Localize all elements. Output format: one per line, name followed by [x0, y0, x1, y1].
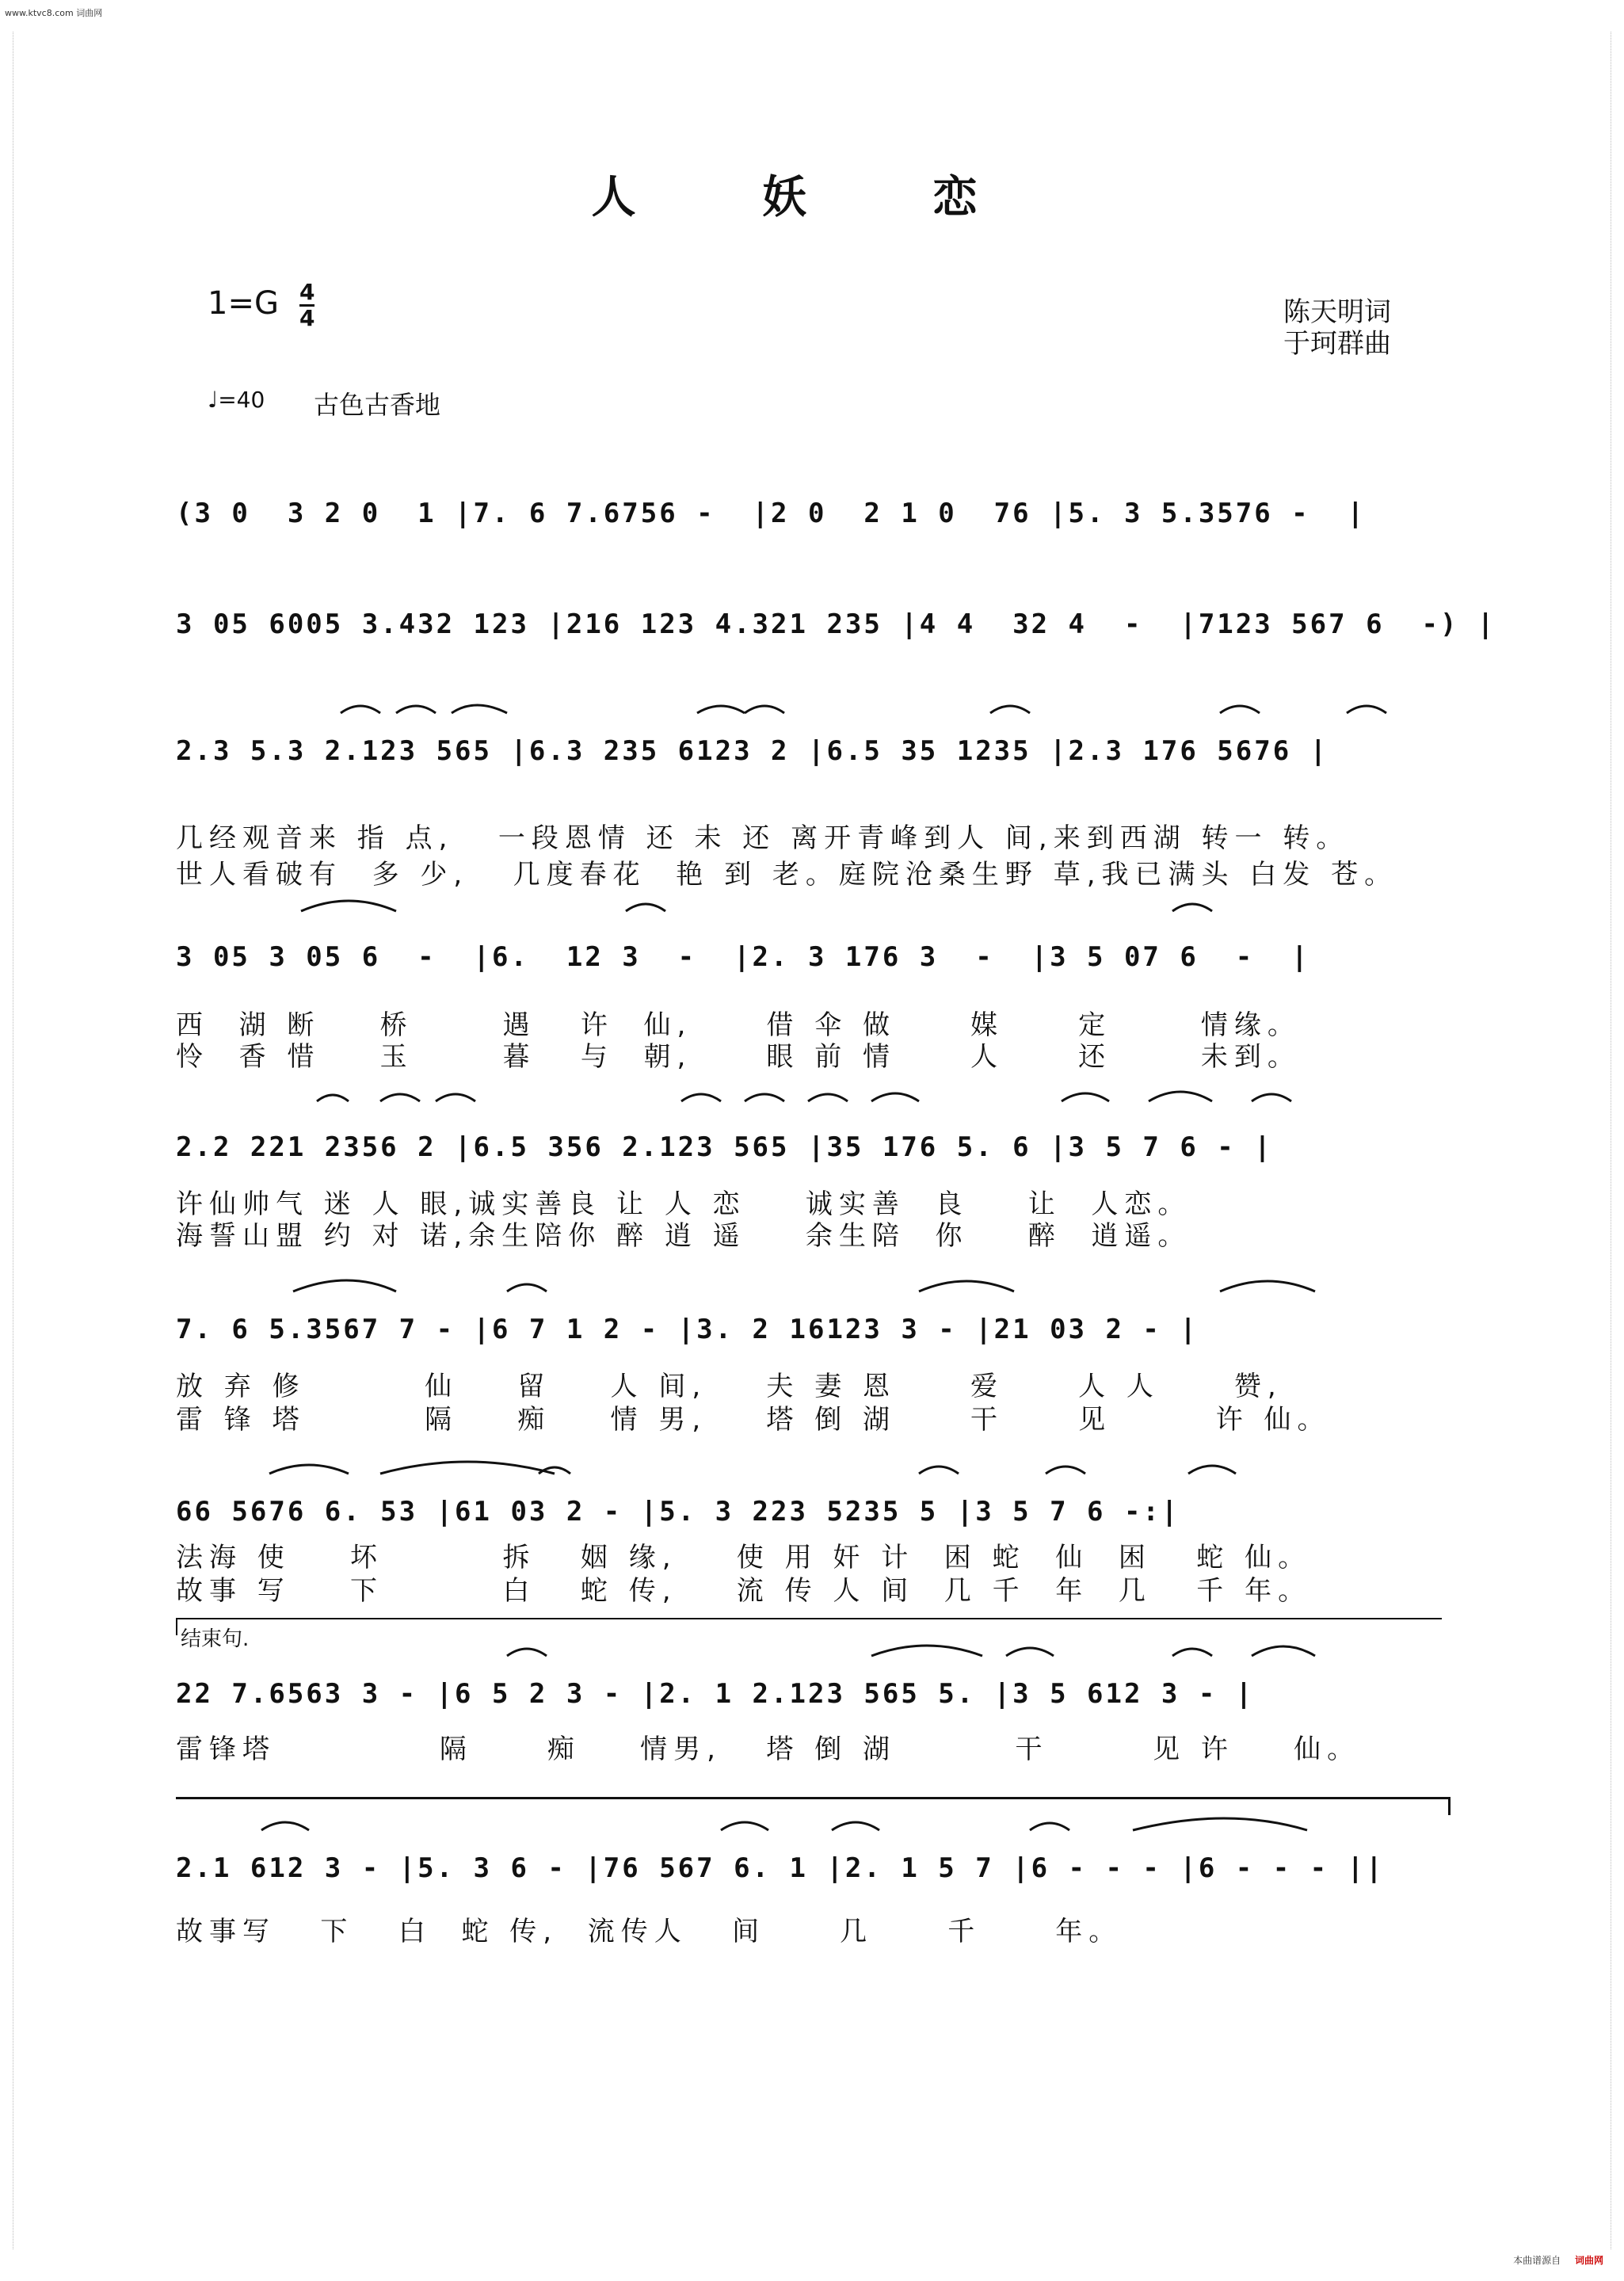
lyricist: 陈天明词 — [1283, 296, 1391, 328]
expression-marking: 古色古香地 — [314, 390, 441, 420]
notation-line: 7. 6 5.3567 7 - |6 7 1 2 - |3. 2 16123 3 - |21 03 2 - | — [176, 1314, 1199, 1345]
footer — [1513, 2253, 1603, 2267]
time-signature-top: 4 — [299, 279, 315, 305]
lyric-line: 西 湖 断 桥 遇 许 仙, 借 伞 做 媒 定 情缘。 — [176, 1009, 1301, 1041]
notation-line: 2.3 5.3 2.123 565 |6.3 235 6123 2 |6.5 35 1235 |2.3 176 5676 | — [176, 735, 1329, 767]
song-title: 人 妖 恋 — [591, 171, 1033, 223]
notation-line: 3 05 6005 3.432 123 |216 123 4.321 235 |4 4 32 4 - |7123 567 6 -) | — [176, 608, 1496, 640]
composer: 于珂群曲 — [1283, 328, 1391, 360]
tempo-marking: ♩=40 — [208, 387, 265, 413]
notation-line: 2.2 221 2356 2 |6.5 356 2.123 565 |35 176 5. 6 |3 5 7 6 - | — [176, 1131, 1273, 1163]
footer-source: 本曲谱源自 — [1513, 2255, 1561, 2266]
lyric-line: 怜 香 惜 玉 暮 与 朝, 眼 前 情 人 还 未到。 — [176, 1041, 1301, 1073]
lyric-line: 故事 写 下 白 蛇 传, 流 传 人 间 几 千 年 几 千 年。 — [176, 1575, 1312, 1607]
notation-line: 22 7.6563 3 - |6 5 2 3 - |2. 1 2.123 565 5. |3 5 612 3 - | — [176, 1678, 1255, 1710]
lyric-line: 几经观音来 指 点, 一段恩情 还 未 还 离开青峰到人 间,来到西湖 转一 转。 — [176, 822, 1350, 854]
notation-line: 3 05 3 05 6 - |6. 12 3 - |2. 3 176 3 - |3 5 07 6 - | — [176, 941, 1310, 973]
footer-logo[interactable]: 词曲网 — [1574, 2255, 1603, 2266]
time-signature-bottom: 4 — [299, 305, 315, 331]
notation-line: 2.1 612 3 - |5. 3 6 - |76 567 6. 1 |2. 1 5 7 |6 - - - |6 - - - || — [176, 1852, 1385, 1884]
notation-line: 66 5676 6. 53 |61 03 2 - |5. 3 223 5235 5 |3 5 7 6 -:| — [176, 1496, 1180, 1528]
ending-label: 结束句. — [181, 1627, 250, 1651]
lyric-line: 故事写 下 白 蛇 传, 流传人 间 几 千 年。 — [176, 1916, 1123, 1947]
lyric-line: 雷锋塔 隔 痴 情男, 塔 倒 湖 干 见 许 仙。 — [176, 1734, 1361, 1765]
key-signature: 1=G — [208, 285, 279, 322]
lyric-line: 雷 锋 塔 隔 痴 情 男, 塔 倒 湖 干 见 许 仙。 — [176, 1404, 1331, 1436]
lyric-line: 法海 使 坏 拆 姻 缘, 使 用 奸 计 困 蛇 仙 困 蛇 仙。 — [176, 1542, 1312, 1573]
lyric-line: 放 弃 修 仙 留 人 间, 夫 妻 恩 爱 人 人 赞, — [176, 1371, 1283, 1402]
header-url: www.ktvc8.com 词曲网 — [5, 8, 103, 18]
lyric-line: 世人看破有 多 少, 几度春花 艳 到 老。庭院沧桑生野 草,我已满头 白发 苍。 — [176, 859, 1398, 891]
notation-line: (3 0 3 2 0 1 |7. 6 7.6756 - |2 0 2 1 0 76 |5. 3 5.3576 - | — [176, 498, 1367, 529]
lyric-line: 海誓山盟 约 对 诺,余生陪你 醉 逍 遥 余生陪 你 醉 逍遥。 — [176, 1220, 1191, 1252]
lyric-line: 许仙帅气 迷 人 眼,诚实善良 让 人 恋 诚实善 良 让 人恋。 — [176, 1188, 1191, 1220]
